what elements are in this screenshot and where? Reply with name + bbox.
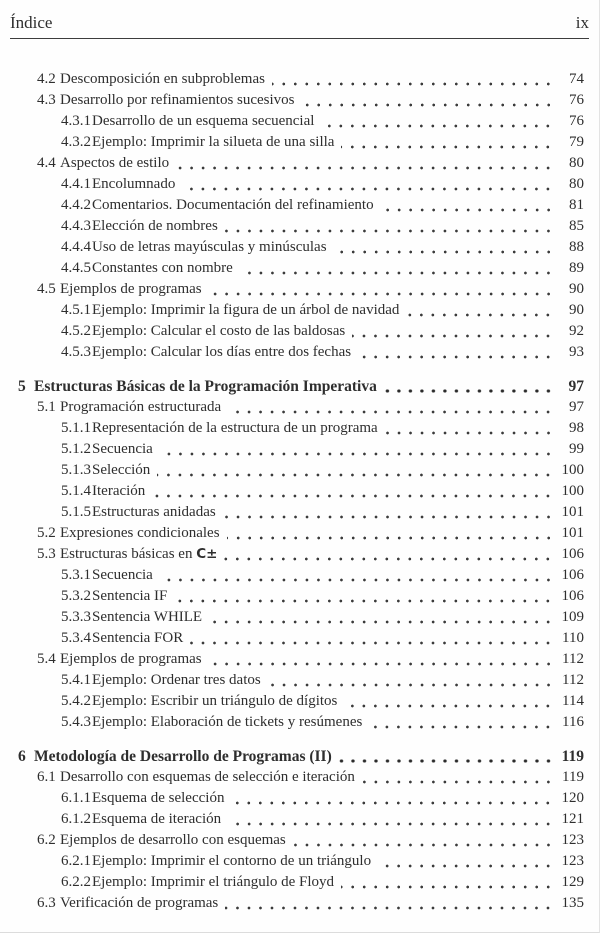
- toc-entry-number: 4.5: [37, 281, 56, 297]
- dot-leader: [358, 342, 557, 363]
- toc-entry-number: 5.3.2: [61, 588, 91, 604]
- toc-entry: [0, 460, 599, 481]
- running-title: Índice: [10, 13, 53, 32]
- dot-leader: [231, 788, 557, 809]
- toc-entry-number: 6.1.2: [61, 811, 91, 827]
- dot-leader: [339, 746, 557, 767]
- toc-entry-page: 79: [569, 134, 584, 150]
- toc-entry: [0, 418, 599, 439]
- toc-entry-number: 4.4.3: [61, 218, 91, 234]
- toc-entry: [0, 321, 599, 342]
- toc-entry: [0, 851, 599, 872]
- toc-entry: [0, 376, 599, 397]
- toc-entry: [0, 195, 599, 216]
- toc-entry-page: 74: [569, 71, 584, 87]
- toc-entry-page: 101: [561, 525, 584, 541]
- toc-entry-number: 5.3.3: [61, 609, 91, 625]
- toc-entry-title: Ejemplo: Escribir un triángulo de dígitos: [92, 693, 338, 709]
- toc-entry-page: 123: [561, 832, 584, 848]
- dot-leader: [385, 418, 557, 439]
- dot-leader: [225, 893, 557, 914]
- dot-leader: [174, 586, 557, 607]
- toc-entry-page: 101: [561, 504, 584, 520]
- toc-entry-number: 4.2: [37, 71, 56, 87]
- dot-leader: [341, 872, 557, 893]
- toc-entry-title: Ejemplos de programas: [60, 281, 202, 297]
- dot-leader: [160, 565, 557, 586]
- toc-entry-title: Sentencia WHILE: [92, 609, 203, 625]
- toc-entry-number: 4.3: [37, 92, 56, 108]
- toc-entry-page: 90: [569, 281, 584, 297]
- toc-entry-title: Esquema de selección: [92, 790, 225, 806]
- toc-entry-page: 106: [561, 546, 584, 562]
- toc-entry-page: 80: [569, 176, 584, 192]
- dot-leader: [378, 851, 557, 872]
- toc-entry-page: 81: [569, 197, 584, 213]
- dot-leader: [362, 767, 557, 788]
- toc-entry-page: 121: [561, 811, 584, 827]
- toc-entry-page: 93: [569, 344, 584, 360]
- toc-entry: [0, 90, 599, 111]
- toc-entry-title: Ejemplo: Calcular los días entre dos fechas: [92, 344, 352, 360]
- dot-leader: [223, 502, 557, 523]
- toc-entry: [0, 670, 599, 691]
- toc-entry: [0, 872, 599, 893]
- toc-entry-number: 4.5.1: [61, 302, 91, 318]
- toc-entry: [0, 809, 599, 830]
- toc-entry-title: Esquema de iteración: [92, 811, 222, 827]
- toc-entry-number: 4.3.1: [61, 113, 91, 129]
- toc-entry-number: 5.4.2: [61, 693, 91, 709]
- toc-entry-title: Estructuras anidadas: [92, 504, 216, 520]
- toc-entry: [0, 523, 599, 544]
- dot-leader: [272, 69, 557, 90]
- toc-entry: [0, 586, 599, 607]
- dot-leader: [209, 607, 557, 628]
- toc-entry-title: Uso de letras mayúsculas y minúsculas: [92, 239, 327, 255]
- toc-entry-page: 106: [561, 588, 584, 604]
- toc-entry-page: 109: [561, 609, 584, 625]
- toc-entry: [0, 830, 599, 851]
- dot-leader: [334, 237, 557, 258]
- toc-entry-title: Desarrollo por refinamientos sucesivos: [60, 92, 295, 108]
- dot-leader: [406, 300, 557, 321]
- toc-entry-page: 114: [562, 693, 584, 709]
- toc-entry-title: Ejemplo: Ordenar tres datos: [92, 672, 261, 688]
- page-header: [10, 0, 589, 39]
- toc-entry-number: 5.3: [37, 546, 56, 562]
- toc-entry-number: 5.1.3: [61, 462, 91, 478]
- toc-entry-number: 4.4.1: [61, 176, 91, 192]
- toc-entry-number: 5.1.1: [61, 420, 91, 436]
- dot-leader: [182, 174, 557, 195]
- toc-entry-number: 6: [18, 748, 26, 765]
- toc-entry-title: Iteración: [92, 483, 146, 499]
- toc-entry: [0, 300, 599, 321]
- toc-entry-number: 6.3: [37, 895, 56, 911]
- toc-entry-number: 6.1.1: [61, 790, 91, 806]
- toc-entry: [0, 712, 599, 733]
- inline-code-language-name: C±: [196, 546, 218, 562]
- toc-entry-title: Estructuras Básicas de la Programación Imperativa: [34, 378, 377, 395]
- toc-entry: [0, 481, 599, 502]
- toc-entry-number: 6.2.1: [61, 853, 91, 869]
- toc-entry-title: Ejemplo: Imprimir la silueta de una silla: [92, 134, 335, 150]
- toc-entry-number: 4.4.4: [61, 239, 91, 255]
- toc-entry-title: Programación estructurada: [60, 399, 222, 415]
- toc-entry-title: Metodología de Desarrollo de Programas (II): [34, 748, 332, 765]
- toc-entry-title: Elección de nombres: [92, 218, 218, 234]
- toc-entry: [0, 439, 599, 460]
- toc-entry-number: 4.5.2: [61, 323, 91, 339]
- dot-leader: [209, 649, 557, 670]
- toc-entry-title: Descomposición en subproblemas: [60, 71, 265, 87]
- toc-entry: [0, 502, 599, 523]
- toc-entry-title: Comentarios. Documentación del refinamiento: [92, 197, 374, 213]
- toc-entry-title: Ejemplo: Calcular el costo de las baldosas: [92, 323, 346, 339]
- toc-entry-page: 106: [561, 567, 584, 583]
- toc-entry-page: 110: [562, 630, 584, 646]
- toc-entry: [0, 767, 599, 788]
- toc-entry-page: 85: [569, 218, 584, 234]
- toc-entry-title: Aspectos de estilo: [60, 155, 170, 171]
- toc-entry-number: 4.3.2: [61, 134, 91, 150]
- toc-entry-page: 97: [569, 399, 584, 415]
- dot-leader: [228, 809, 557, 830]
- toc-entry-page: 112: [562, 651, 584, 667]
- toc-entry: [0, 565, 599, 586]
- toc-entry-number: 6.2.2: [61, 874, 91, 890]
- toc-entry: [0, 397, 599, 418]
- toc-entry: [0, 237, 599, 258]
- toc-entry-number: 5.3.1: [61, 567, 91, 583]
- toc-entry-number: 5.2: [37, 525, 56, 541]
- toc-entry: [0, 746, 599, 767]
- toc-entry-page: 76: [569, 92, 584, 108]
- toc-entry-title: Verificación de programas: [60, 895, 219, 911]
- toc-entry: [0, 342, 599, 363]
- toc-entry: [0, 691, 599, 712]
- toc-entry-page: 97: [568, 378, 584, 395]
- toc-entry-number: 4.4.2: [61, 197, 91, 213]
- toc-entry-title: Estructuras básicas en C±: [60, 546, 218, 562]
- dot-leader: [152, 481, 557, 502]
- dot-leader: [321, 111, 557, 132]
- dot-leader: [381, 195, 557, 216]
- dot-leader: [227, 523, 557, 544]
- toc-entry: [0, 258, 599, 279]
- toc-entry-page: 100: [561, 462, 584, 478]
- toc-entry-page: 98: [569, 420, 584, 436]
- toc-entry-title: Secuencia: [92, 441, 153, 457]
- toc-entry-number: 5.3.4: [61, 630, 91, 646]
- toc-entry-title: Representación de la estructura de un programa: [92, 420, 378, 436]
- dot-leader: [228, 397, 557, 418]
- toc-entry-title: Sentencia IF: [92, 588, 168, 604]
- toc-entry-title: Ejemplo: Imprimir el triángulo de Floyd: [92, 874, 335, 890]
- toc-entry-number: 5.1.5: [61, 504, 91, 520]
- dot-leader: [369, 712, 557, 733]
- dot-leader: [176, 153, 557, 174]
- toc-entry: [0, 174, 599, 195]
- toc-entry-title: Expresiones condicionales: [60, 525, 220, 541]
- toc-entry-page: 116: [562, 714, 584, 730]
- dot-leader: [352, 321, 557, 342]
- toc-entry-title: Ejemplo: Imprimir el contorno de un triángulo: [92, 853, 372, 869]
- toc-entry-title: Ejemplo: Imprimir la figura de un árbol de navidad: [92, 302, 400, 318]
- toc-entry-number: 5.4: [37, 651, 56, 667]
- toc-entry-number: 4.5.3: [61, 344, 91, 360]
- toc-entry-number: 5.1: [37, 399, 56, 415]
- toc-entry-number: 4.4: [37, 155, 56, 171]
- toc-entry-page: 99: [569, 441, 584, 457]
- toc-entry: [0, 279, 599, 300]
- toc-list: [0, 39, 599, 914]
- dot-leader: [190, 628, 557, 649]
- toc-entry-title: Secuencia: [92, 567, 153, 583]
- dot-leader: [344, 691, 557, 712]
- toc-entry-page: 90: [569, 302, 584, 318]
- toc-entry-page: 129: [561, 874, 584, 890]
- toc-entry-number: 4.4.5: [61, 260, 91, 276]
- dot-leader: [341, 132, 557, 153]
- toc-entry: [0, 153, 599, 174]
- toc-entry-title: Sentencia FOR: [92, 630, 184, 646]
- toc-entry-title: Ejemplos de desarrollo con esquemas: [60, 832, 286, 848]
- toc-entry-page: 88: [569, 239, 584, 255]
- toc-entry-number: 5.4.3: [61, 714, 91, 730]
- dot-leader: [209, 279, 557, 300]
- toc-entry-page: 135: [561, 895, 584, 911]
- toc-entry-page: 112: [562, 672, 584, 688]
- toc-entry: [0, 788, 599, 809]
- toc-entry-number: 5.4.1: [61, 672, 91, 688]
- toc-entry-page: 92: [569, 323, 584, 339]
- toc-entry-title: Selección: [92, 462, 151, 478]
- toc-entry: [0, 132, 599, 153]
- toc-entry-page: 119: [561, 748, 584, 765]
- dot-leader: [225, 216, 557, 237]
- toc-entry-page: 119: [562, 769, 584, 785]
- toc-entry-title: Constantes con nombre: [92, 260, 233, 276]
- toc-entry-page: 76: [569, 113, 584, 129]
- dot-leader: [302, 90, 557, 111]
- toc-entry-title: Ejemplos de programas: [60, 651, 202, 667]
- dot-leader: [268, 670, 557, 691]
- page-number-roman: ix: [575, 13, 589, 32]
- dot-leader: [160, 439, 557, 460]
- toc-entry-number: 6.1: [37, 769, 56, 785]
- toc-entry-number: 5.1.4: [61, 483, 91, 499]
- dot-leader: [293, 830, 557, 851]
- toc-entry-number: 5: [18, 378, 26, 395]
- toc-entry: [0, 111, 599, 132]
- toc-entry-title: Encolumnado: [92, 176, 176, 192]
- toc-entry: [0, 216, 599, 237]
- toc-entry-title: Desarrollo con esquemas de selección e iteración: [60, 769, 355, 785]
- toc-entry: [0, 607, 599, 628]
- toc-entry-page: 89: [569, 260, 584, 276]
- toc-entry-title: Desarrollo de un esquema secuencial: [92, 113, 315, 129]
- toc-entry: [0, 649, 599, 670]
- toc-entry: [0, 69, 599, 90]
- toc-entry-page: 80: [569, 155, 584, 171]
- dot-leader: [384, 376, 557, 397]
- toc-entry-title: Ejemplo: Elaboración de tickets y resúmenes: [92, 714, 363, 730]
- toc-entry-number: 5.1.2: [61, 441, 91, 457]
- toc-entry-page: 100: [561, 483, 584, 499]
- toc-entry: [0, 544, 599, 565]
- dot-leader: [157, 460, 557, 481]
- toc-entry-page: 123: [561, 853, 584, 869]
- toc-entry: [0, 628, 599, 649]
- toc-entry-number: 6.2: [37, 832, 56, 848]
- toc-entry: [0, 893, 599, 914]
- toc-entry-page: 120: [561, 790, 584, 806]
- dot-leader: [224, 544, 557, 565]
- dot-leader: [240, 258, 557, 279]
